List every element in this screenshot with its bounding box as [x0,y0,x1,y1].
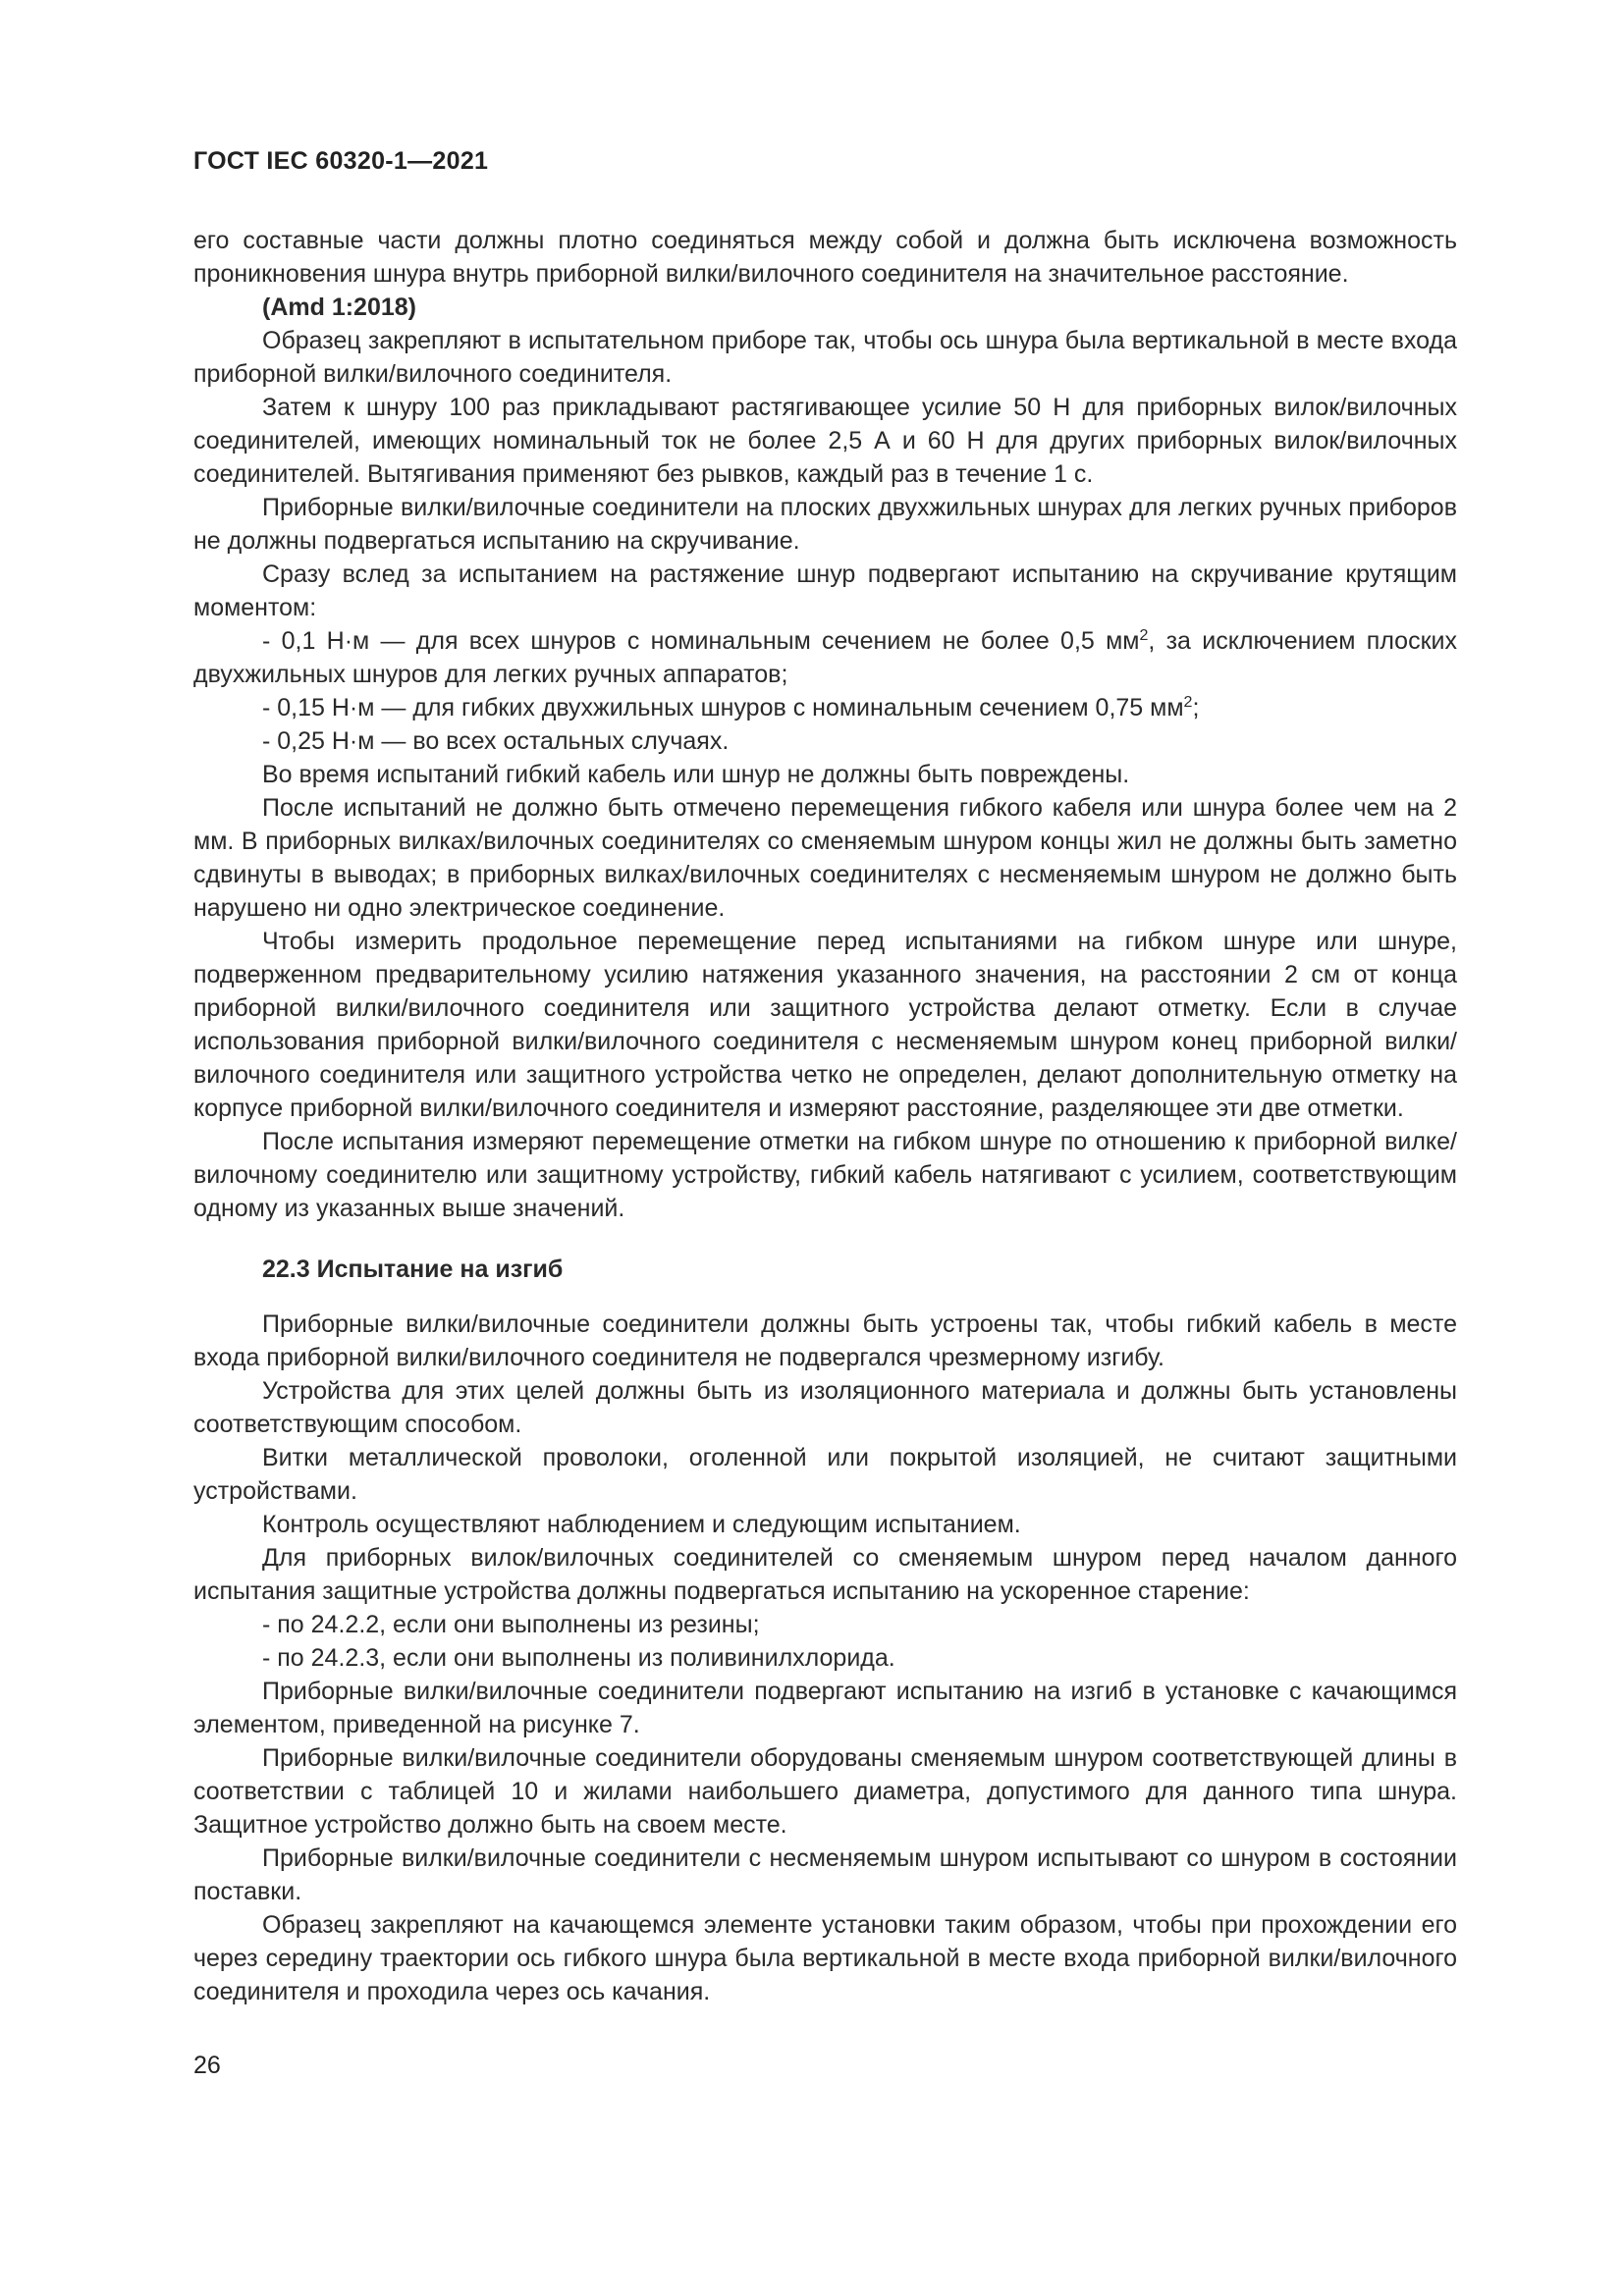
document-header: ГОСТ IEC 60320-1—2021 [193,147,489,175]
paragraph: Приборные вилки/вилочные соединители на плоских двухжильных шнурах для легких ручных приборов не должны подвергаться испытанию на скручивание. [193,494,1457,555]
paragraph: Для приборных вилок/вилочных соединителей со сменяемым шнуром перед началом данного испытания защитные устройства должны подвергаться испытанию на ускоренное старение: [193,1544,1457,1605]
section-title: 22.3 Испытание на изгиб [262,1255,564,1283]
amendment-label: (Amd 1:2018) [262,294,416,321]
list-item: - по 24.2.3, если они выполнены из поливинилхлорида. [262,1644,895,1672]
document-body [193,224,1457,2008]
paragraph: Образец закрепляют в испытательном приборе так, чтобы ось шнура была вертикальной в месте входа приборной вилки/вилочного соединителя. [193,327,1457,388]
list-item: - по 24.2.2, если они выполнены из резины; [262,1611,760,1638]
paragraph: Чтобы измерить продольное перемещение перед испытаниями на гибком шнуре или шнуре, подверженном предварительному усилию натяжения указанного значения, на расстоянии 2 см от конца приборной вилки/вилочного соединителя или защитного устройства делают отметку. Если в случае использования приборной вилки/вилочного соединителя с несменяемым шнуром конец приборной вилки/вилочного соединителя или защитного устройства четко не определен, делают дополнительную отметку на корпусе приборной вилки/вилочного соединителя и измеряют расстояние, разделяющее эти две отметки. [193,928,1457,1122]
paragraph: его составные части должны плотно соединяться между собой и должна быть исключена возможность проникновения шнура внутрь приборной вилки/вилочного соединителя на значительное расстояние. [193,227,1457,288]
superscript: 2 [1139,627,1149,644]
paragraph: Приборные вилки/вилочные соединители подвергают испытанию на изгиб в установке с качающимся элементом, приведенной на рисунке 7. [193,1678,1457,1738]
list-item [193,624,1457,691]
paragraph: Приборные вилки/вилочные соединители с несменяемым шнуром испытывают со шнуром в состоянии поставки. [193,1844,1457,1905]
paragraph: Приборные вилки/вилочные соединители оборудованы сменяемым шнуром соответствующей длины в соответствии с таблицей 10 и жилами наибольшего диаметра, допустимого для данного типа шнура. Защитное устройство должно быть на своем месте. [193,1744,1457,1839]
paragraph: Приборные вилки/вилочные соединители должны быть устроены так, чтобы гибкий кабель в месте входа приборной вилки/вилочного соединителя не подвергался чрезмерному изгибу. [193,1310,1457,1371]
paragraph: Во время испытаний гибкий кабель или шнур не должны быть повреждены. [262,761,1130,788]
paragraph: Образец закрепляют на качающемся элементе установки таким образом, чтобы при прохождении его через середину траектории ось гибкого шнура была вертикальной в месте входа приборной вилки/вилочного соединителя и проходила через ось качания. [193,1911,1457,2005]
paragraph: Сразу вслед за испытанием на растяжение шнур подвергают испытанию на скручивание крутящим моментом: [193,561,1457,621]
paragraph: Контроль осуществляют наблюдением и следующим испытанием. [262,1511,1021,1538]
paragraph: Витки металлической проволоки, оголенной или покрытой изоляцией, не считают защитными устройствами. [193,1444,1457,1505]
paragraph: Затем к шнуру 100 раз прикладывают растягивающее усилие 50 Н для приборных вилок/вилочных соединителей, имеющих номинальный ток не более 2,5 А и 60 Н для других приборных вилок/вилочных соединителей. Вытягивания применяют без рывков, каждый раз в течение 1 с. [193,394,1457,488]
list-item-text: - 0,15 Н·м — для гибких двухжильных шнуров с номинальным сечением 0,75 мм [262,694,1184,721]
paragraph: Устройства для этих целей должны быть из изоляционного материала и должны быть установлены соответствующим способом. [193,1377,1457,1438]
paragraph: После испытаний не должно быть отмечено перемещения гибкого кабеля или шнура более чем на 2 мм. В приборных вилках/вилочных соединителях со сменяемым шнуром концы жил не должны быть заметно сдвинуты в выводах; в приборных вилках/вилочных соединителях с несменяемым шнуром не должно быть нарушено ни одно электрическое соединение. [193,794,1457,922]
page-number: 26 [193,2052,221,2079]
paragraph: После испытания измеряют перемещение отметки на гибком шнуре по отношению к приборной вилке/вилочному соединителю или защитному устройству, гибкий кабель натягивают с усилием, соответствующим одному из указанных выше значений. [193,1128,1457,1222]
list-item-text: - 0,1 Н·м — для всех шнуров с номинальным сечением не более 0,5 мм [262,627,1140,655]
list-item-text: , за исключением плоских двухжильных шнуров для легких ручных аппаратов; [193,627,1457,688]
list-item: - 0,25 Н·м — во всех остальных случаях. [262,727,730,755]
list-item-text: ; [1192,694,1200,721]
list-item [193,691,1457,724]
superscript: 2 [1183,694,1193,711]
